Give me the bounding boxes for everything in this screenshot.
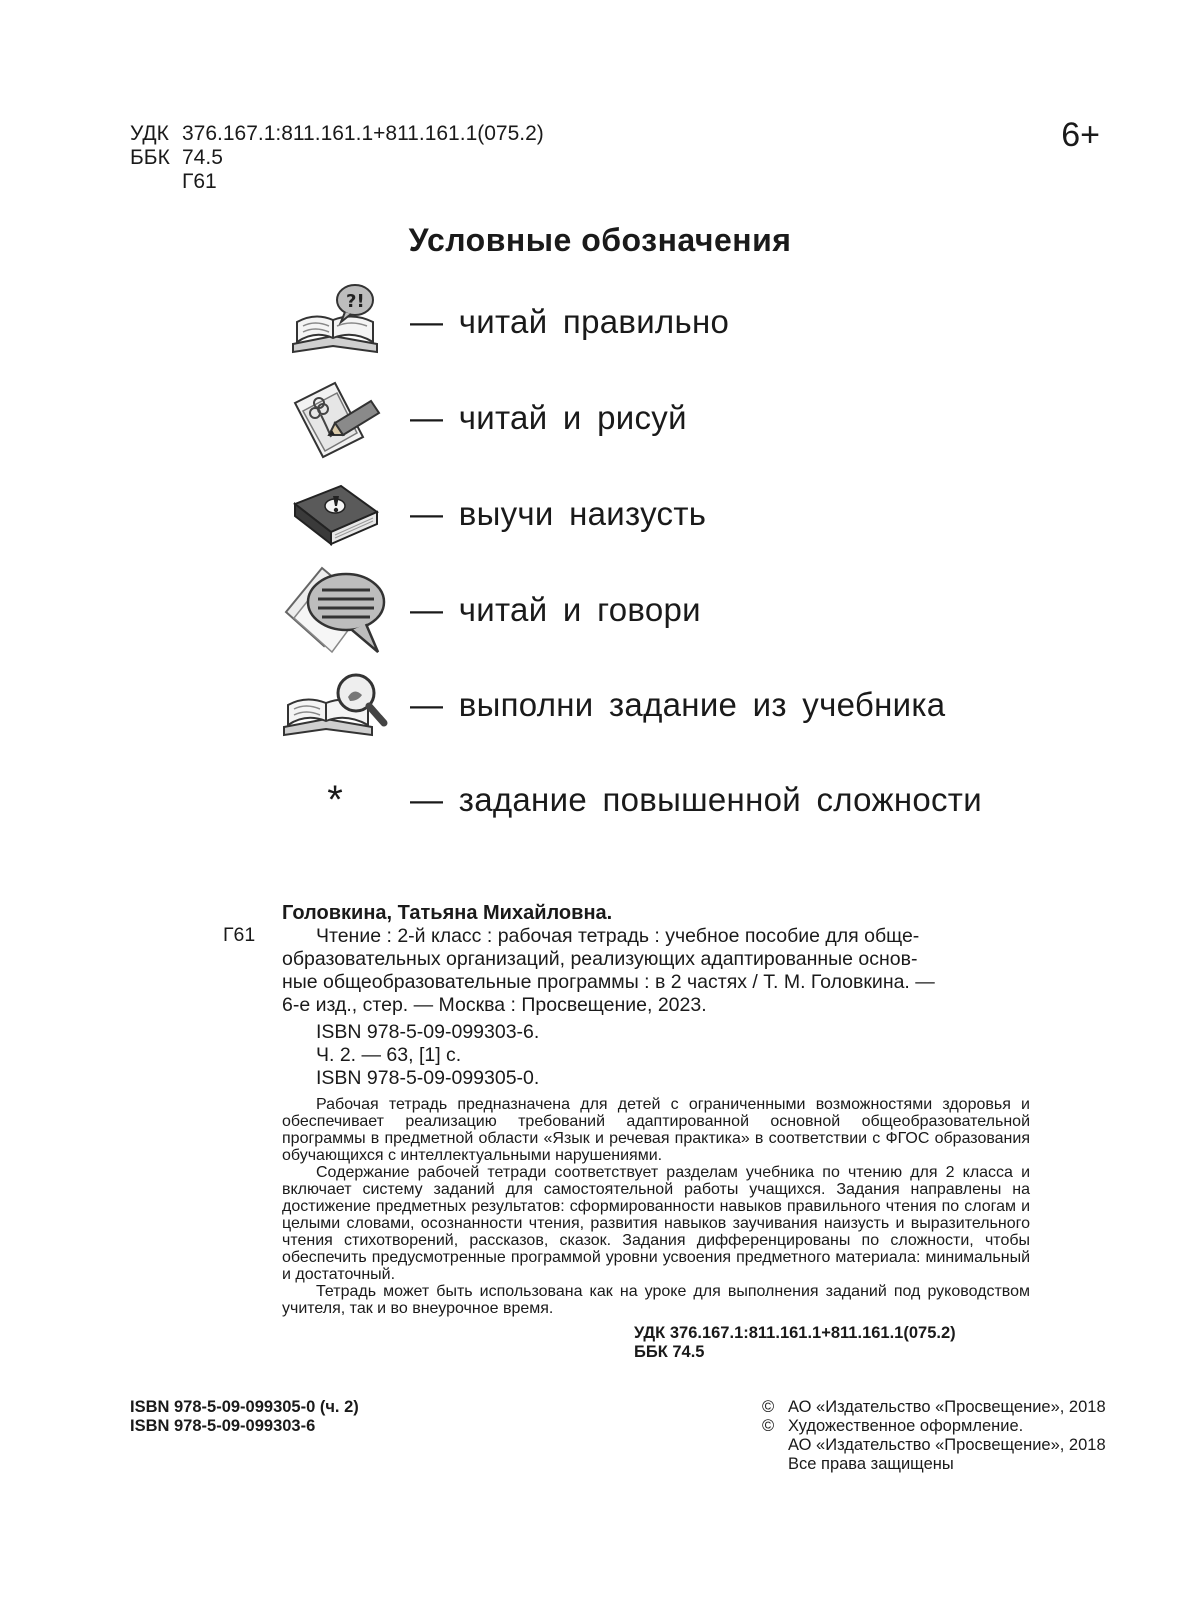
bibliographic-record — [282, 902, 1030, 1317]
bib-description-line: 6-е изд., стер. — Москва : Просвещение, 2023. — [282, 994, 707, 1016]
bib-udk: УДК 376.167.1:811.161.1+811.161.1(075.2) — [634, 1324, 956, 1342]
bib-isbn-line: Ч. 2. — 63, [1] с. — [316, 1044, 462, 1066]
copyright-block — [762, 1398, 1106, 1474]
legend-text: — задание повышенной сложности — [410, 781, 982, 818]
speech-bubble-icon — [280, 565, 390, 655]
age-rating: 6+ — [1061, 116, 1100, 154]
author-mark: Г61 — [182, 170, 217, 193]
bib-bbk: ББК 74.5 — [634, 1343, 705, 1361]
svg-text:?!: ?! — [346, 291, 365, 312]
bib-description-line: ные общеобразовательные программы : в 2 частях / Т. М. Головкина. — — [282, 971, 935, 993]
drawing-pencil-icon — [280, 373, 390, 463]
copyright-line: Все права защищены — [788, 1455, 954, 1473]
bib-isbn-line: ISBN 978-5-09-099305-0. — [316, 1067, 540, 1089]
bib-isbn-line: ISBN 978-5-09-099303-6. — [316, 1021, 540, 1043]
bbk-value: 74.5 — [182, 146, 223, 169]
annotation-paragraph: Тетрадь может быть использована как на уроке для выполнения заданий под руководством учителя, так и во внеурочное время. — [282, 1283, 1030, 1317]
copyright-line: Художественное оформление. — [788, 1417, 1024, 1435]
udk-label: УДК — [130, 122, 169, 145]
annotation — [282, 1096, 1030, 1317]
classification-codes — [130, 122, 544, 194]
isbn-general: ISBN 978-5-09-099303-6 — [130, 1417, 316, 1435]
legend-text: — выучи наизусть — [410, 495, 707, 532]
bib-author: Головкина, Татьяна Михайловна. — [282, 902, 613, 924]
bib-mark: Г61 — [223, 924, 256, 946]
legend-text: — читай и говори — [410, 591, 701, 628]
asterisk-icon — [280, 755, 390, 845]
bib-description-line: образовательных организаций, реализующих адаптированные основ- — [282, 948, 918, 970]
book-question-icon — [280, 277, 390, 367]
legend-item-learn-by-heart — [280, 469, 1100, 559]
bib-classification — [634, 1324, 956, 1362]
legend-item-read-correctly — [280, 277, 1100, 367]
legend-item-textbook-task — [280, 660, 1100, 750]
legend-item-advanced-task — [280, 755, 1100, 845]
legend-item-read-and-draw — [280, 373, 1100, 463]
legend-text: — читай правильно — [410, 303, 730, 340]
copyright-symbol: © — [762, 1398, 775, 1416]
legend-text: — читай и рисуй — [410, 399, 687, 436]
copyright-line: АО «Издательство «Просвещение», 2018 — [788, 1398, 1106, 1416]
footer-isbn — [130, 1398, 359, 1436]
udk-value: 376.167.1:811.161.1+811.161.1(075.2) — [182, 122, 544, 145]
bib-description-line: Чтение : 2-й класс : рабочая тетрадь : учебное пособие для обще- — [316, 925, 920, 947]
copyright-line: АО «Издательство «Просвещение», 2018 — [788, 1436, 1106, 1454]
annotation-paragraph: Содержание рабочей тетради соответствует разделам учебника по чтению для 2 класса и включает систему заданий для самостоятельной работы учащихся. Задания направлены на достижение предметных результатов: сформированности навыков правильного чтения по слогам и целыми словами, осознанности чтения, развития навыков заучивания наизусть и выразительного чтения стихотворений, рассказов, сказок. Задания дифференцированы по сложности, чтобы обеспечить предусмотренные программой уровни усвоения предметного материала: минимальный и достаточный. — [282, 1164, 1030, 1283]
asterisk-symbol: * — [327, 777, 343, 822]
isbn-part: ISBN 978-5-09-099305-0 (ч. 2) — [130, 1398, 359, 1416]
legend-title: Условные обозначения — [408, 222, 792, 258]
legend-item-read-and-speak — [280, 565, 1100, 655]
annotation-paragraph: Рабочая тетрадь предназначена для детей с ограниченными возможностями здоровья и обеспечивает реализацию требований адаптированной основной общеобразовательной программы в предметной области «Язык и речевая практика» в соответствии с ФГОС образования обучающихся с интеллектуальными нарушениями. — [282, 1096, 1030, 1164]
book-magnifier-icon — [280, 660, 390, 750]
copyright-symbol: © — [762, 1417, 775, 1435]
closed-book-exclamation-icon — [280, 469, 390, 559]
bbk-label: ББК — [130, 146, 170, 169]
legend-text: — выполни задание из учебника — [410, 686, 946, 723]
